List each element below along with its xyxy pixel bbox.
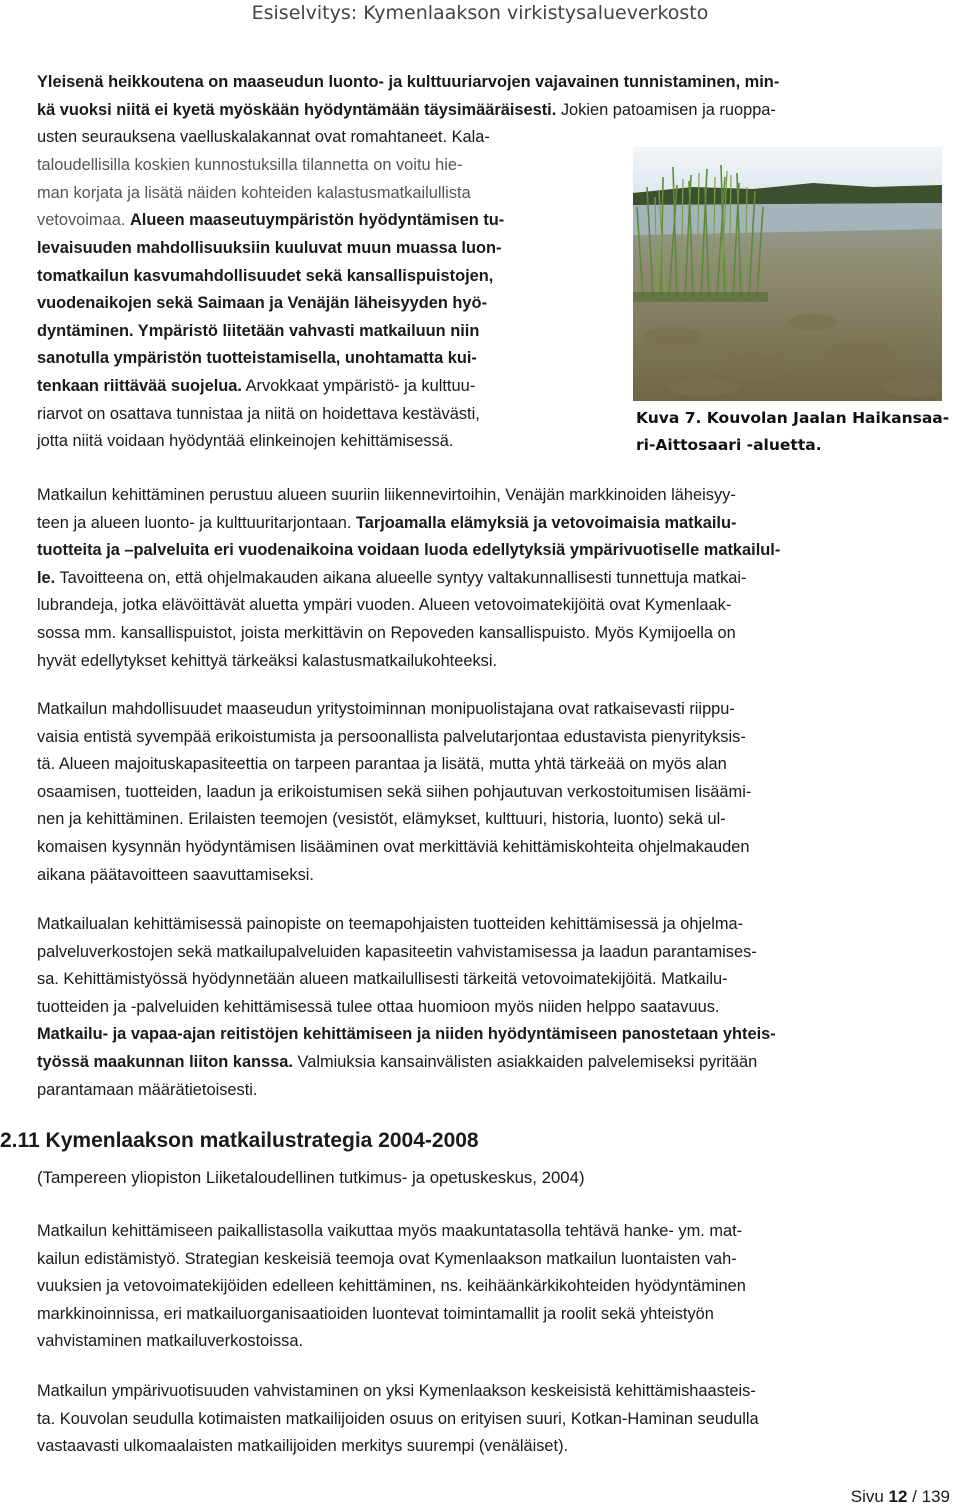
- text-line: markkinoinnissa, eri matkailuorganisaatioiden luontevat toimintamallit ja roolit sekä yhteistyön: [37, 1304, 714, 1323]
- text-line: sa. Kehittämistyössä hyödynnetään alueen matkailullisesti tärkeitä vetovoimatekijöitä. Matkailu-: [37, 970, 728, 989]
- text-line: sossa mm. kansallispuistot, joista merkittävin on Repoveden kansallispuisto. Myös Kymijoella on: [37, 623, 736, 642]
- text-line: tomatkailun kasvumahdollisuudet sekä kansallispuistojen,: [37, 266, 494, 285]
- text-line: Matkailun ympärivuotisuuden vahvistaminen on yksi Kymenlaakson keskeisistä kehittämishaasteis-: [37, 1382, 756, 1400]
- text-line: Matkailualan kehittämisessä painopiste on teemapohjaisten tuotteiden kehittämisessä ja ohjelma-: [37, 915, 744, 933]
- text-line: Matkailun kehittämiseen paikallistasolla vaikuttaa myös maakuntatasolla tehtävä hanke- ym. mat-: [37, 1222, 743, 1240]
- text-line: tenkaan riittävää suojelua. Arvokkaat ympäristö- ja kulttuu-: [37, 376, 476, 395]
- text-line: vahvistaminen matkailuverkostoissa.: [37, 1332, 304, 1351]
- text-line: osaamisen, tuotteiden, laadun ja erikoistumisen sekä siihen pohjautuvan verkostoitumisen lisäämi-: [37, 782, 752, 801]
- caption-line: Kuva 7. Kouvolan Jaalan Haikansaa-: [636, 409, 950, 427]
- intro-paragraph-narrow: [37, 152, 614, 235]
- text-line: Matkailu- ja vapaa-ajan reitistöjen kehittämiseen ja niiden hyödyntämiseen panostetaan yhteis-: [37, 1025, 776, 1044]
- paragraph-rural-business: [37, 696, 959, 889]
- text-line: tuotteiden ja -palveluiden kehittämisessä tulee ottaa huomioon myös niiden helppo saatavuus.: [37, 997, 720, 1016]
- text-line: sanotulla ympäristön tuotteistamisella, unohtamatta kui-: [37, 349, 477, 368]
- paragraph-year-round: [37, 1378, 959, 1461]
- intro-paragraph-wide: [37, 69, 943, 152]
- section-heading: 2.11 Kymenlaakson matkailustrategia 2004-2008: [0, 1129, 479, 1152]
- text-line: Matkailun mahdollisuudet maaseudun yritystoiminnan monipuolistajana ovat ratkaisevasti riippu-: [37, 700, 735, 718]
- text-line: kailun edistämistyö. Strategian keskeisiä teemoja ovat Kymenlaakson matkailun luontaisten vah-: [37, 1249, 737, 1268]
- text-line: Yleisenä heikkoutena on maaseudun luonto- ja kulttuuriarvojen vajavainen tunnistaminen, min-: [37, 73, 780, 91]
- document-header: Esiselvitys: Kymenlaakson virkistysalueverkosto: [251, 2, 709, 24]
- total-pages: 139: [921, 1487, 950, 1506]
- text-line: jotta niitä voidaan hyödyntää elinkeinojen kehittämisessä.: [37, 432, 454, 451]
- text-line: vastaavasti ulkomaalaisten matkailijoiden merkitys suurempi (venäläiset).: [37, 1437, 569, 1456]
- text-line: vaisia entistä syvempää erikoistumista ja persoonallista palvelutarjontaa edustavista pienyrityksis-: [37, 727, 746, 746]
- text-line: nen ja kehittäminen. Erilaisten teemojen (vesistöt, elämykset, kulttuuri, historia, luonto) sekä ul-: [37, 810, 726, 829]
- text-line: (Tampereen yliopiston Liiketaloudellinen tutkimus- ja opetuskeskus, 2004): [37, 1168, 585, 1187]
- text-line: tä. Alueen majoituskapasiteettia on tarpeen parantaa ja lisätä, mutta yhtä tärkeää on myös alan: [37, 755, 727, 774]
- text-line: le. Tavoitteena on, että ohjelmakauden aikana alueelle syntyy valtakunnallisesti tunnettuja matkai-: [37, 568, 747, 587]
- text-line: komaisen kysynnän hyödyntämisen lisääminen ovat merkittäviä kehittämiskohteita ohjelmakauden: [37, 837, 750, 856]
- text-line: vuodenaikojen sekä Saimaan ja Venäjän läheisyyden hyö-: [37, 294, 488, 313]
- figure-caption: [636, 405, 956, 459]
- section-source: [37, 1164, 937, 1192]
- paragraph-tourism-focus: [37, 911, 959, 1104]
- text-line: aikana päätavoitteen saavuttamiseksi.: [37, 865, 314, 884]
- current-page: 12: [888, 1487, 908, 1506]
- text-line: hyvät edellytykset kehittyä tärkeäksi kalastusmatkailukohteeksi.: [37, 651, 498, 670]
- caption-line: ri-Aittosaari -aluetta.: [636, 436, 822, 454]
- text-line: kä vuoksi niitä ei kyetä myöskään hyödyntämään täysimääräisesti. Jokien patoamisen ja ruoppa-: [37, 100, 776, 119]
- text-line: palveluverkostojen sekä matkailupalveluiden kapasiteetin vahvistamisessa ja laadun parantamises-: [37, 942, 757, 961]
- text-line: riarvot on osattava tunnistaa ja niitä on hoidettava kestävästi,: [37, 404, 480, 423]
- text-line: lubrandeja, jotka elävöittävät aluetta ympäri vuoden. Alueen vetovoimatekijöitä ovat Kymenlaak-: [37, 596, 732, 615]
- page-number: Sivu 12 / 139: [850, 1487, 950, 1506]
- text-line: levaisuuden mahdollisuuksiin kuuluvat muun muassa luon-: [37, 239, 502, 257]
- text-line: man korjata ja lisätä näiden kohteiden kalastusmatkailullista: [37, 183, 471, 202]
- paragraph-strategy: [37, 1218, 959, 1356]
- paragraph-tourism-development: [37, 482, 959, 675]
- lake-reeds-photo: [633, 147, 942, 401]
- text-line: Matkailun kehittäminen perustuu alueen suuriin liikennevirtoihin, Venäjän markkinoiden läheisyy-: [37, 486, 736, 504]
- text-line: vuuksien ja vetovoimatekijöiden edelleen kehittäminen, ns. keihäänkärkikohteiden hyödyntäminen: [37, 1277, 746, 1296]
- text-line: parantamaan määrätietoisesti.: [37, 1080, 258, 1099]
- text-line: dyntäminen. Ympäristö liitetään vahvasti matkailuun niin: [37, 321, 480, 340]
- text-line: työssä maakunnan liiton kanssa. Valmiuksia kansainvälisten asiakkaiden palvelemiseksi pyritään: [37, 1052, 758, 1071]
- text-line: taloudellisilla koskien kunnostuksilla tilannetta on voitu hie-: [37, 156, 463, 174]
- text-line: tuotteita ja –palveluita eri vuodenaikoina voidaan luoda edellytyksiä ympärivuotiselle matkailul-: [37, 541, 781, 560]
- text-line: ta. Kouvolan seudulla kotimaisten matkailijoiden osuus on erityisen suuri, Kotkan-Haminan seudulla: [37, 1409, 759, 1428]
- intro-paragraph-bold: [37, 235, 614, 456]
- text-line: vetovoimaa. Alueen maaseutuympäristön hyödyntämisen tu-: [37, 211, 505, 230]
- text-line: usten seurauksena vaelluskalakannat ovat romahtaneet. Kala-: [37, 128, 490, 147]
- text-line: teen ja alueen luonto- ja kulttuuritarjontaan. Tarjoamalla elämyksiä ja vetovoimaisia matkailu-: [37, 513, 737, 532]
